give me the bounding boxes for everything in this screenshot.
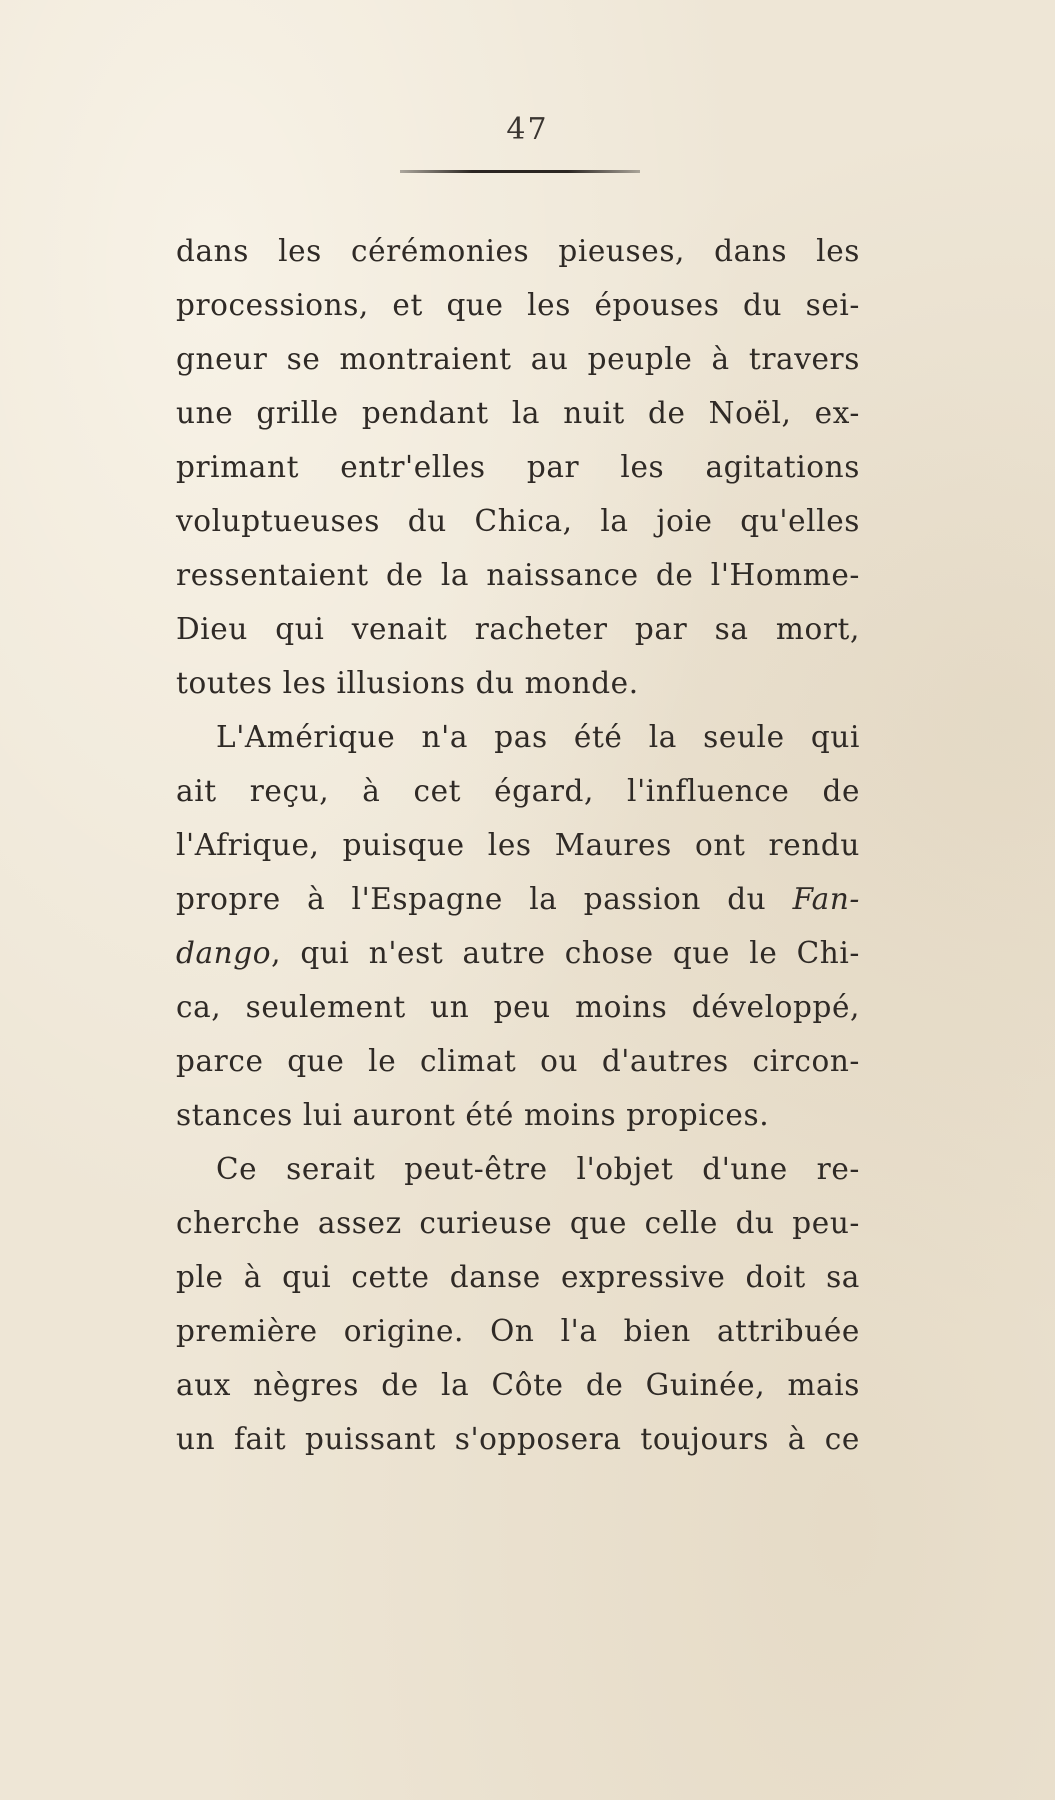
- text-line: aux nègres de la Côte de Guinée, mais: [176, 1368, 860, 1402]
- text-line: Ce serait peut-être l'objet d'une re-: [216, 1152, 860, 1186]
- text-line-fandango-b: [176, 926, 860, 980]
- text-line: cherche assez curieuse que celle du peu-: [176, 1206, 860, 1240]
- header-rule: [400, 170, 640, 173]
- text-line: l'Afrique, puisque les Maures ont rendu: [176, 828, 860, 862]
- text-line: première origine. On l'a bien attribuée: [176, 1314, 860, 1348]
- text-line: processions, et que les épouses du sei-: [176, 288, 860, 322]
- text-line: ressentaient de la naissance de l'Homme-: [176, 558, 860, 592]
- text-line: une grille pendant la nuit de Noël, ex-: [176, 396, 860, 430]
- page-number: 47: [506, 112, 549, 147]
- text-line-fandango-a: [176, 872, 860, 926]
- text-line: stances lui auront été moins propices.: [176, 1098, 770, 1132]
- body-text: [176, 224, 860, 1466]
- italic-word: Fan-: [792, 882, 860, 916]
- text-line: voluptueuses du Chica, la joie qu'elles: [176, 504, 860, 538]
- text-line: L'Amérique n'a pas été la seule qui: [216, 720, 860, 754]
- text-line: ca, seulement un peu moins développé,: [176, 990, 860, 1024]
- text-segment: , qui n'est autre chose que le Chi-: [271, 936, 860, 970]
- text-line: parce que le climat ou d'autres circon-: [176, 1044, 860, 1078]
- text-line: primant entr'elles par les agitations: [176, 450, 860, 484]
- text-line: toutes les illusions du monde.: [176, 666, 639, 700]
- text-line: gneur se montraient au peuple à travers: [176, 342, 860, 376]
- text-segment: propre à l'Espagne la passion du: [176, 882, 793, 916]
- text-line: ait reçu, à cet égard, l'influence de: [176, 774, 860, 808]
- text-line: ple à qui cette danse expressive doit sa: [176, 1260, 860, 1294]
- text-line: dans les cérémonies pieuses, dans les: [176, 234, 860, 268]
- text-line: Dieu qui venait racheter par sa mort,: [176, 612, 860, 646]
- text-line: un fait puissant s'opposera toujours à ce: [176, 1422, 860, 1456]
- italic-word: dango: [176, 936, 272, 970]
